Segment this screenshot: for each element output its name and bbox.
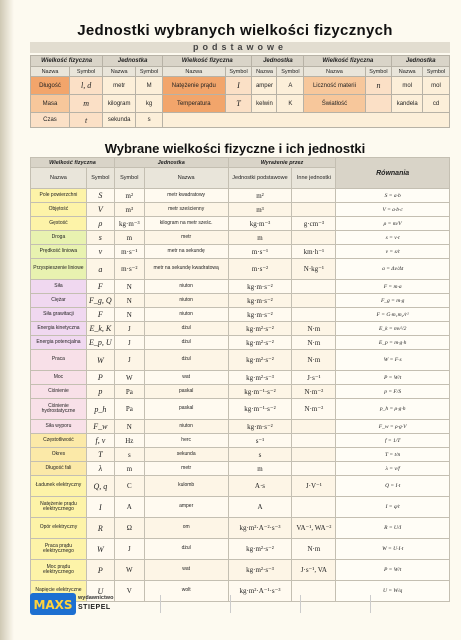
derived-cell-usym: m³	[114, 203, 144, 217]
derived-cell-usym: N	[114, 308, 144, 322]
derived-row	[31, 217, 450, 231]
derived-cell-uname: om	[144, 518, 228, 539]
derived-cell-other: N·m⁻²	[292, 385, 336, 399]
basic-cell: mol	[392, 77, 423, 95]
derived-cell-eq: s = v·t	[336, 231, 450, 245]
derived-cell-eq: R = U/I	[336, 518, 450, 539]
derived-cell-other	[292, 462, 336, 476]
basic-cell: M	[136, 77, 163, 95]
derived-cell-uname: niuton	[144, 294, 228, 308]
basic-subheader: Nazwa	[304, 67, 365, 77]
derived-cell-other: N·m	[292, 539, 336, 560]
derived-cell-eq: S = a·b	[336, 189, 450, 203]
derived-cell-usym: C	[114, 476, 144, 497]
basic-cell: Czas	[31, 113, 70, 128]
derived-cell-uname: metr kwadratowy	[144, 189, 228, 203]
derived-cell-other: N·m⁻²	[292, 399, 336, 420]
derived-cell-usym: W	[114, 371, 144, 385]
basic-cell: Światłość	[304, 95, 365, 113]
derived-row	[31, 245, 450, 259]
contact-block	[230, 595, 291, 613]
basic-cell: metr	[103, 77, 136, 95]
derived-cell-other	[292, 448, 336, 462]
derived-row	[31, 336, 450, 350]
derived-cell-eq: I = q/t	[336, 497, 450, 518]
derived-cell-name: Długość fali	[31, 462, 87, 476]
derived-body	[31, 189, 450, 602]
derived-cell-eq: p_h = ρ·g·h	[336, 399, 450, 420]
page-fold-shadow	[0, 0, 14, 640]
derived-cell-uname: wolt	[144, 581, 228, 602]
basic-cell: I	[225, 77, 252, 95]
basic-cell: cd	[423, 95, 450, 113]
derived-row	[31, 560, 450, 581]
basic-subheader: Nazwa	[31, 67, 70, 77]
derived-cell-other	[292, 497, 336, 518]
derived-cell-usym: Pa	[114, 399, 144, 420]
derived-cell-eq: F = G·m₁m₂/r²	[336, 308, 450, 322]
derived-cell-sym: E_p, U	[86, 336, 114, 350]
basic-cell: Długość	[31, 77, 70, 95]
derived-cell-name: Częstotliwość	[31, 434, 87, 448]
derived-cell-base: m·s⁻¹	[228, 245, 292, 259]
basic-subheader: Nazwa	[163, 67, 226, 77]
derived-cell-sym: F	[86, 308, 114, 322]
derived-cell-name: Okres	[31, 448, 87, 462]
derived-cell-sym: a	[86, 259, 114, 280]
derived-cell-base: kg·m²·A⁻¹·s⁻³	[228, 581, 292, 602]
derived-cell-usym: m	[114, 462, 144, 476]
derived-cell-name: Energia potencjalna	[31, 336, 87, 350]
derived-cell-base: kg·m⁻¹·s⁻²	[228, 385, 292, 399]
derived-cell-eq: F = m·a	[336, 280, 450, 294]
basic-cell	[365, 95, 392, 113]
derived-cell-name: Ładunek elektryczny	[31, 476, 87, 497]
derived-cell-eq: F_w = ρ·g·V	[336, 420, 450, 434]
derived-cell-base: kg·m·s⁻²	[228, 308, 292, 322]
basic-cell: sekunda	[103, 113, 136, 128]
derived-cell-uname: dżul	[144, 336, 228, 350]
derived-row	[31, 308, 450, 322]
derived-cell-eq: V = a·b·c	[336, 203, 450, 217]
derived-cell-name: Moc prądu elektrycznego	[31, 560, 87, 581]
derived-row	[31, 259, 450, 280]
derived-cell-eq: ρ = m/V	[336, 217, 450, 231]
basic-cell: Masa	[31, 95, 70, 113]
derived-cell-name: Napięcie elektryczne	[31, 581, 87, 602]
derived-cell-sym: s	[86, 231, 114, 245]
derived-cell-usym: m·s⁻¹	[114, 245, 144, 259]
derived-cell-base: kg·m²·s⁻²	[228, 539, 292, 560]
derived-cell-base: kg·m⁻³	[228, 217, 292, 231]
derived-row	[31, 420, 450, 434]
derived-cell-sym: W	[86, 539, 114, 560]
derived-cell-name: Moc	[31, 371, 87, 385]
derived-cell-eq: v = s/t	[336, 245, 450, 259]
derived-cell-eq: λ = v/f	[336, 462, 450, 476]
derived-cell-sym: S	[86, 189, 114, 203]
derived-cell-base: A	[228, 497, 292, 518]
derived-cell-name: Ciśnienie hydrostatyczne	[31, 399, 87, 420]
derived-row	[31, 448, 450, 462]
derived-cell-name: Natężenie prądu elektrycznego	[31, 497, 87, 518]
derived-cell-eq: f = 1/T	[336, 434, 450, 448]
basic-header-row	[31, 56, 450, 67]
brand-text: STIEPEL	[78, 604, 111, 611]
derived-cell-base: kg·m⁻¹·s⁻²	[228, 399, 292, 420]
derived-cell-sym: E_k, K	[86, 322, 114, 336]
derived-cell-base: kg·m²·s⁻²	[228, 336, 292, 350]
contact-block	[370, 595, 441, 613]
basic-cell: Temperatura	[163, 95, 226, 113]
basic-units-table	[30, 55, 450, 128]
basic-subheader: Symbol	[225, 67, 252, 77]
derived-row	[31, 294, 450, 308]
basic-subheader: Symbol	[365, 67, 392, 77]
derived-group-header-row	[31, 158, 450, 168]
derived-cell-eq: W = U·I·t	[336, 539, 450, 560]
basic-cell: K	[277, 95, 304, 113]
derived-cell-other: J·s⁻¹	[292, 371, 336, 385]
derived-cell-eq: W = F·s	[336, 350, 450, 371]
derived-cell-base: kg·m²·s⁻²	[228, 322, 292, 336]
derived-cell-uname: kulomb	[144, 476, 228, 497]
derived-cell-sym: U	[86, 581, 114, 602]
basic-cell: t	[69, 113, 102, 128]
contact-block	[160, 595, 221, 613]
derived-subheader: Jednostki podstawowe	[228, 168, 292, 189]
basic-empty-cell	[163, 113, 450, 128]
basic-row	[31, 77, 450, 95]
derived-cell-base: m³	[228, 203, 292, 217]
derived-row	[31, 189, 450, 203]
derived-cell-other: VA⁻¹, WA⁻²	[292, 518, 336, 539]
derived-subheader: Inne jednostki	[292, 168, 336, 189]
derived-cell-eq: F_g = m·g	[336, 294, 450, 308]
derived-row	[31, 462, 450, 476]
derived-cell-uname: amper	[144, 497, 228, 518]
derived-cell-base: s	[228, 448, 292, 462]
derived-cell-other	[292, 294, 336, 308]
derived-cell-uname: metr na sekundę	[144, 245, 228, 259]
derived-cell-usym: m·s⁻²	[114, 259, 144, 280]
derived-cell-sym: ρ	[86, 217, 114, 231]
derived-cell-sym: F_g, Q	[86, 294, 114, 308]
derived-cell-name: Droga	[31, 231, 87, 245]
derived-cell-base: m	[228, 462, 292, 476]
basic-cell: Natężenie prądu	[163, 77, 226, 95]
derived-subheader: Symbol	[114, 168, 144, 189]
basic-cell: Liczność materii	[304, 77, 365, 95]
derived-cell-uname: dżul	[144, 322, 228, 336]
derived-cell-other: J·V⁻¹	[292, 476, 336, 497]
derived-cell-eq: E_k = mv²/2	[336, 322, 450, 336]
derived-cell-uname: metr	[144, 231, 228, 245]
derived-cell-sym: P	[86, 560, 114, 581]
derived-cell-uname: dżul	[144, 350, 228, 371]
derived-row	[31, 385, 450, 399]
derived-cell-sym: Q, q	[86, 476, 114, 497]
derived-cell-eq: a = Δv/Δt	[336, 259, 450, 280]
derived-cell-uname: niuton	[144, 308, 228, 322]
derived-cell-eq: Q = I·t	[336, 476, 450, 497]
derived-row	[31, 497, 450, 518]
poster-title: Jednostki wybranych wielkości fizycznych	[77, 22, 393, 39]
derived-cell-name: Opór elektryczny	[31, 518, 87, 539]
basic-cell: m	[69, 95, 102, 113]
derived-cell-other	[292, 189, 336, 203]
basic-cell: n	[365, 77, 392, 95]
derived-row	[31, 350, 450, 371]
basic-header: Jednostka	[252, 56, 304, 67]
basic-subheader: Symbol	[277, 67, 304, 77]
basic-cell: T	[225, 95, 252, 113]
derived-cell-name: Gęstość	[31, 217, 87, 231]
derived-cell-uname: paskal	[144, 385, 228, 399]
brand-small-text: wydawnictwo	[78, 595, 114, 601]
derived-cell-sym: F_w	[86, 420, 114, 434]
basic-cell: kelwin	[252, 95, 277, 113]
basic-subheader: Nazwa	[392, 67, 423, 77]
derived-cell-uname: niuton	[144, 420, 228, 434]
maxs-logo-icon	[30, 593, 76, 615]
derived-cell-uname: niuton	[144, 280, 228, 294]
basic-cell: kg	[136, 95, 163, 113]
derived-subheader: Nazwa	[31, 168, 87, 189]
derived-cell-base: kg·m·s⁻²	[228, 280, 292, 294]
derived-cell-sym: v	[86, 245, 114, 259]
derived-cell-uname: paskal	[144, 399, 228, 420]
derived-cell-uname: wat	[144, 560, 228, 581]
derived-row	[31, 399, 450, 420]
basic-cell: A	[277, 77, 304, 95]
derived-cell-base: kg·m²·s⁻³	[228, 371, 292, 385]
logo-text: MAXS	[33, 598, 73, 612]
derived-row	[31, 371, 450, 385]
derived-cell-usym: m	[114, 231, 144, 245]
derived-cell-usym: J	[114, 539, 144, 560]
derived-cell-sym: V	[86, 203, 114, 217]
derived-row	[31, 280, 450, 294]
derived-row	[31, 434, 450, 448]
basic-header: Wielkość fizyczna	[31, 56, 103, 67]
derived-cell-usym: Hz	[114, 434, 144, 448]
derived-group-header: Wielkość fizyczna	[31, 158, 115, 168]
derived-cell-other	[292, 231, 336, 245]
derived-cell-eq: p = F/S	[336, 385, 450, 399]
derived-cell-sym: p_h	[86, 399, 114, 420]
basic-subheader: Nazwa	[103, 67, 136, 77]
derived-cell-base: kg·m·s⁻²	[228, 420, 292, 434]
derived-cell-name: Siła wyporu	[31, 420, 87, 434]
derived-cell-usym: J	[114, 350, 144, 371]
derived-cell-sym: T	[86, 448, 114, 462]
derived-cell-name: Przyspieszenie liniowe	[31, 259, 87, 280]
derived-cell-uname: wat	[144, 371, 228, 385]
derived-cell-base: kg·m²·s⁻²	[228, 350, 292, 371]
derived-subheader: Symbol	[86, 168, 114, 189]
basic-cell: kilogram	[103, 95, 136, 113]
derived-cell-name: Objętość	[31, 203, 87, 217]
derived-cell-name: Siła grawitacji	[31, 308, 87, 322]
derived-cell-uname: metr na sekundę kwadratową	[144, 259, 228, 280]
basic-header: Jednostka	[392, 56, 450, 67]
derived-cell-uname: metr sześcienny	[144, 203, 228, 217]
derived-cell-uname: kilogram na metr sześc.	[144, 217, 228, 231]
basic-subheader: Symbol	[69, 67, 102, 77]
derived-cell-other: N·m	[292, 350, 336, 371]
derived-cell-other	[292, 308, 336, 322]
derived-cell-other: g·cm⁻³	[292, 217, 336, 231]
derived-cell-sym: R	[86, 518, 114, 539]
derived-cell-uname: dżul	[144, 539, 228, 560]
derived-cell-base: A·s	[228, 476, 292, 497]
derived-cell-base: kg·m·s⁻²	[228, 294, 292, 308]
derived-cell-sym: F	[86, 280, 114, 294]
basic-units-subtitle: podstawowe	[30, 42, 450, 53]
derived-cell-sym: p	[86, 385, 114, 399]
derived-cell-usym: m²	[114, 189, 144, 203]
derived-cell-uname: sekunda	[144, 448, 228, 462]
derived-row	[31, 322, 450, 336]
derived-group-header: Równania	[336, 158, 450, 189]
derived-title: Wybrane wielkości fizyczne i ich jednostki	[104, 141, 366, 156]
basic-cell: kandela	[392, 95, 423, 113]
derived-cell-name: Ciśnienie	[31, 385, 87, 399]
derived-cell-name: Prędkość liniowa	[31, 245, 87, 259]
derived-cell-usym: J	[114, 322, 144, 336]
derived-cell-sym: I	[86, 497, 114, 518]
basic-subheader: Symbol	[423, 67, 450, 77]
basic-row	[31, 95, 450, 113]
basic-subheader: Nazwa	[252, 67, 277, 77]
derived-cell-other	[292, 280, 336, 294]
derived-cell-eq: E_p = m·g·h	[336, 336, 450, 350]
basic-cell: l, d	[69, 77, 102, 95]
derived-cell-other	[292, 420, 336, 434]
derived-units-table	[30, 157, 450, 602]
derived-cell-base: kg·m²·A⁻²·s⁻³	[228, 518, 292, 539]
derived-row	[31, 231, 450, 245]
derived-cell-other: N·m	[292, 322, 336, 336]
basic-header: Wielkość fizyczna	[163, 56, 252, 67]
derived-cell-usym: V	[114, 581, 144, 602]
derived-subheader: Nazwa	[144, 168, 228, 189]
derived-cell-uname: metr	[144, 462, 228, 476]
derived-cell-eq: P = W/t	[336, 560, 450, 581]
derived-cell-eq: P = W/t	[336, 371, 450, 385]
derived-row	[31, 539, 450, 560]
derived-cell-name: Praca	[31, 350, 87, 371]
derived-cell-base: s⁻¹	[228, 434, 292, 448]
footer	[30, 591, 450, 617]
derived-row	[31, 476, 450, 497]
derived-cell-base: m	[228, 231, 292, 245]
derived-cell-sym: f, ν	[86, 434, 114, 448]
basic-header: Wielkość fizyczna	[304, 56, 392, 67]
derived-cell-usym: N	[114, 294, 144, 308]
derived-cell-base: kg·m²·s⁻³	[228, 560, 292, 581]
derived-cell-usym: J	[114, 336, 144, 350]
derived-cell-name: Praca prądu elektrycznego	[31, 539, 87, 560]
derived-group-header: Jednostka	[114, 158, 228, 168]
derived-cell-name: Energia kinetyczna	[31, 322, 87, 336]
derived-cell-base: m·s⁻²	[228, 259, 292, 280]
basic-row	[31, 113, 450, 128]
basic-cell: s	[136, 113, 163, 128]
derived-cell-sym: W	[86, 350, 114, 371]
derived-cell-other: N·m	[292, 336, 336, 350]
basic-subheader-row	[31, 67, 450, 77]
basic-header: Jednostka	[103, 56, 163, 67]
derived-cell-base: m²	[228, 189, 292, 203]
derived-row	[31, 203, 450, 217]
derived-cell-usym: N	[114, 420, 144, 434]
contact-block	[300, 595, 361, 613]
derived-cell-eq: U = W/q	[336, 581, 450, 602]
derived-cell-sym: λ	[86, 462, 114, 476]
derived-cell-sym: P	[86, 371, 114, 385]
derived-group-header: Wyrażenie przez	[228, 158, 336, 168]
derived-cell-other: km·h⁻¹	[292, 245, 336, 259]
derived-cell-eq: T = t/n	[336, 448, 450, 462]
derived-cell-usym: Pa	[114, 385, 144, 399]
derived-cell-name: Siła	[31, 280, 87, 294]
derived-cell-other: N·kg⁻¹	[292, 259, 336, 280]
derived-cell-uname: herc	[144, 434, 228, 448]
basic-cell: mol	[423, 77, 450, 95]
derived-cell-usym: A	[114, 497, 144, 518]
derived-cell-usym: W	[114, 560, 144, 581]
basic-cell: amper	[252, 77, 277, 95]
derived-cell-usym: s	[114, 448, 144, 462]
derived-cell-usym: Ω	[114, 518, 144, 539]
derived-cell-other	[292, 434, 336, 448]
basic-subheader: Symbol	[136, 67, 163, 77]
derived-cell-usym: N	[114, 280, 144, 294]
derived-row	[31, 518, 450, 539]
derived-cell-name: Pole powierzchni	[31, 189, 87, 203]
derived-cell-usym: kg·m⁻³	[114, 217, 144, 231]
derived-cell-other: J·s⁻¹, VA	[292, 560, 336, 581]
derived-cell-name: Ciężar	[31, 294, 87, 308]
derived-cell-other	[292, 203, 336, 217]
